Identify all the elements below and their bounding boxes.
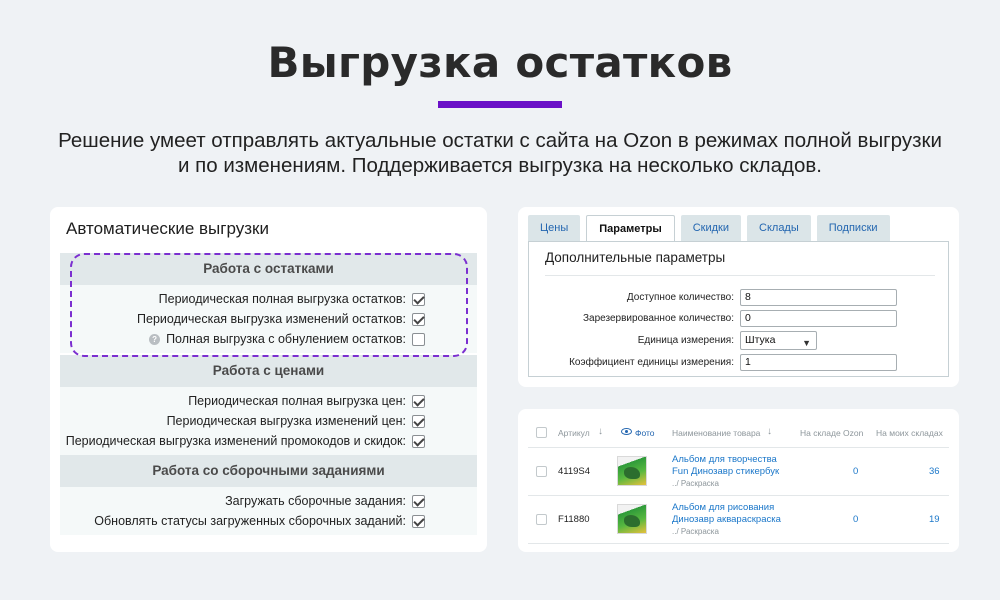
- auto-uploads-panel: [50, 207, 487, 552]
- tab-warehouses[interactable]: Склады: [747, 215, 811, 241]
- coef-label: Коэффициент единицы измерения:: [569, 356, 734, 368]
- page-title: Выгрузка остатков: [267, 38, 733, 87]
- row-category-path: ../ Раскраска: [672, 479, 719, 488]
- params-content: [528, 241, 949, 377]
- table-header: [528, 421, 949, 443]
- option-row: [60, 289, 477, 309]
- title-underline: [438, 101, 562, 108]
- row-ozon-stock[interactable]: 0: [853, 514, 859, 525]
- divider: [545, 275, 935, 276]
- option-row: [60, 431, 477, 451]
- option-checkbox[interactable]: [412, 313, 425, 326]
- section-prices: [60, 355, 477, 455]
- option-label: Полная выгрузка с обнулением остатков:: [166, 332, 406, 346]
- sort-arrow-icon[interactable]: ↓: [598, 426, 603, 437]
- help-icon[interactable]: ?: [149, 334, 160, 345]
- col-my-stock[interactable]: На моих складах: [876, 428, 943, 438]
- reserved-label: Зарезервированное количество:: [583, 312, 734, 324]
- unit-label: Единица измерения:: [637, 334, 734, 346]
- divider: [528, 543, 949, 544]
- option-checkbox[interactable]: [412, 293, 425, 306]
- page-description: [40, 128, 960, 178]
- products-table-panel: [518, 409, 959, 552]
- option-label: Периодическая полная выгрузка цен:: [188, 394, 406, 408]
- option-label: Периодическая полная выгрузка остатков:: [158, 292, 406, 306]
- sort-arrow-icon[interactable]: ↓: [767, 426, 772, 437]
- option-row: [60, 511, 477, 531]
- row-article: 4119S4: [558, 466, 591, 477]
- option-checkbox[interactable]: [412, 515, 425, 528]
- product-thumbnail: [617, 456, 647, 486]
- option-checkbox[interactable]: [412, 435, 425, 448]
- row-article: F11880: [558, 514, 590, 525]
- option-checkbox[interactable]: [412, 415, 425, 428]
- tab-parameters[interactable]: Параметры: [586, 215, 674, 244]
- field-row: [529, 309, 950, 327]
- params-panel: [518, 207, 959, 387]
- row-name-line1[interactable]: Альбом для рисования: [672, 502, 775, 513]
- tab-subscriptions[interactable]: Подписки: [817, 215, 890, 241]
- option-checkbox[interactable]: [412, 395, 425, 408]
- description-line-1: Решение умеет отправлять актуальные остатки с сайта на Ozon в режимах полной выгрузки: [58, 129, 942, 152]
- divider: [528, 495, 949, 496]
- option-row: [60, 329, 477, 349]
- unit-select[interactable]: [740, 331, 817, 350]
- section-header: Работа с остатками: [60, 253, 477, 285]
- auto-uploads-title: Автоматические выгрузки: [66, 219, 269, 238]
- section-orders: [60, 455, 477, 535]
- row-ozon-stock[interactable]: 0: [853, 466, 859, 477]
- tab-prices[interactable]: Цены: [528, 215, 580, 241]
- product-thumbnail: [617, 504, 647, 534]
- option-label: Обновлять статусы загруженных сборочных заданий:: [94, 514, 406, 528]
- option-checkbox[interactable]: [412, 333, 425, 346]
- row-checkbox[interactable]: [536, 514, 547, 525]
- col-article[interactable]: Артикул: [558, 428, 590, 438]
- description-line-2: и по изменениям. Поддерживается выгрузка на несколько складов.: [177, 154, 822, 177]
- row-my-stock[interactable]: 19: [929, 514, 940, 525]
- row-my-stock[interactable]: 36: [929, 466, 940, 477]
- option-label: Периодическая выгрузка изменений промокодов и скидок:: [65, 434, 406, 448]
- available-label: Доступное количество:: [626, 291, 734, 303]
- section-header: Работа со сборочными заданиями: [60, 455, 477, 487]
- reserved-input[interactable]: 0: [740, 310, 897, 327]
- section-stock: [60, 253, 477, 353]
- row-category-path: ../ Раскраска: [672, 527, 719, 536]
- tab-discounts[interactable]: Скидки: [681, 215, 741, 241]
- option-checkbox[interactable]: [412, 495, 425, 508]
- field-row: [529, 331, 950, 349]
- col-photo[interactable]: Фото: [635, 428, 655, 438]
- row-name-line2[interactable]: Fun Динозавр стикербук: [672, 466, 780, 477]
- unit-select-value: Штука: [745, 333, 776, 346]
- option-label: Периодическая выгрузка изменений цен:: [166, 414, 406, 428]
- option-label: Загружать сборочные задания:: [225, 494, 406, 508]
- tab-bar: [528, 215, 896, 241]
- row-name-line2[interactable]: Динозавр аквараскраска: [672, 514, 781, 525]
- row-checkbox[interactable]: [536, 466, 547, 477]
- option-label: Периодическая выгрузка изменений остатков:: [137, 312, 406, 326]
- coef-input[interactable]: 1: [740, 354, 897, 371]
- select-all-checkbox[interactable]: [536, 427, 547, 438]
- eye-icon: [621, 428, 632, 435]
- option-row: [60, 309, 477, 329]
- params-subtitle: Дополнительные параметры: [545, 250, 726, 265]
- col-ozon-stock[interactable]: На складе Ozon: [800, 428, 864, 438]
- option-row: [60, 391, 477, 411]
- field-row: [529, 353, 950, 371]
- chevron-down-icon: ▼: [802, 337, 811, 348]
- section-header: Работа с ценами: [60, 355, 477, 387]
- row-name-line1[interactable]: Альбом для творчества: [672, 454, 777, 465]
- divider: [528, 447, 949, 448]
- available-input[interactable]: 8: [740, 289, 897, 306]
- field-row: [529, 288, 950, 306]
- option-row: [60, 411, 477, 431]
- col-name[interactable]: Наименование товара: [672, 428, 761, 438]
- option-row: [60, 491, 477, 511]
